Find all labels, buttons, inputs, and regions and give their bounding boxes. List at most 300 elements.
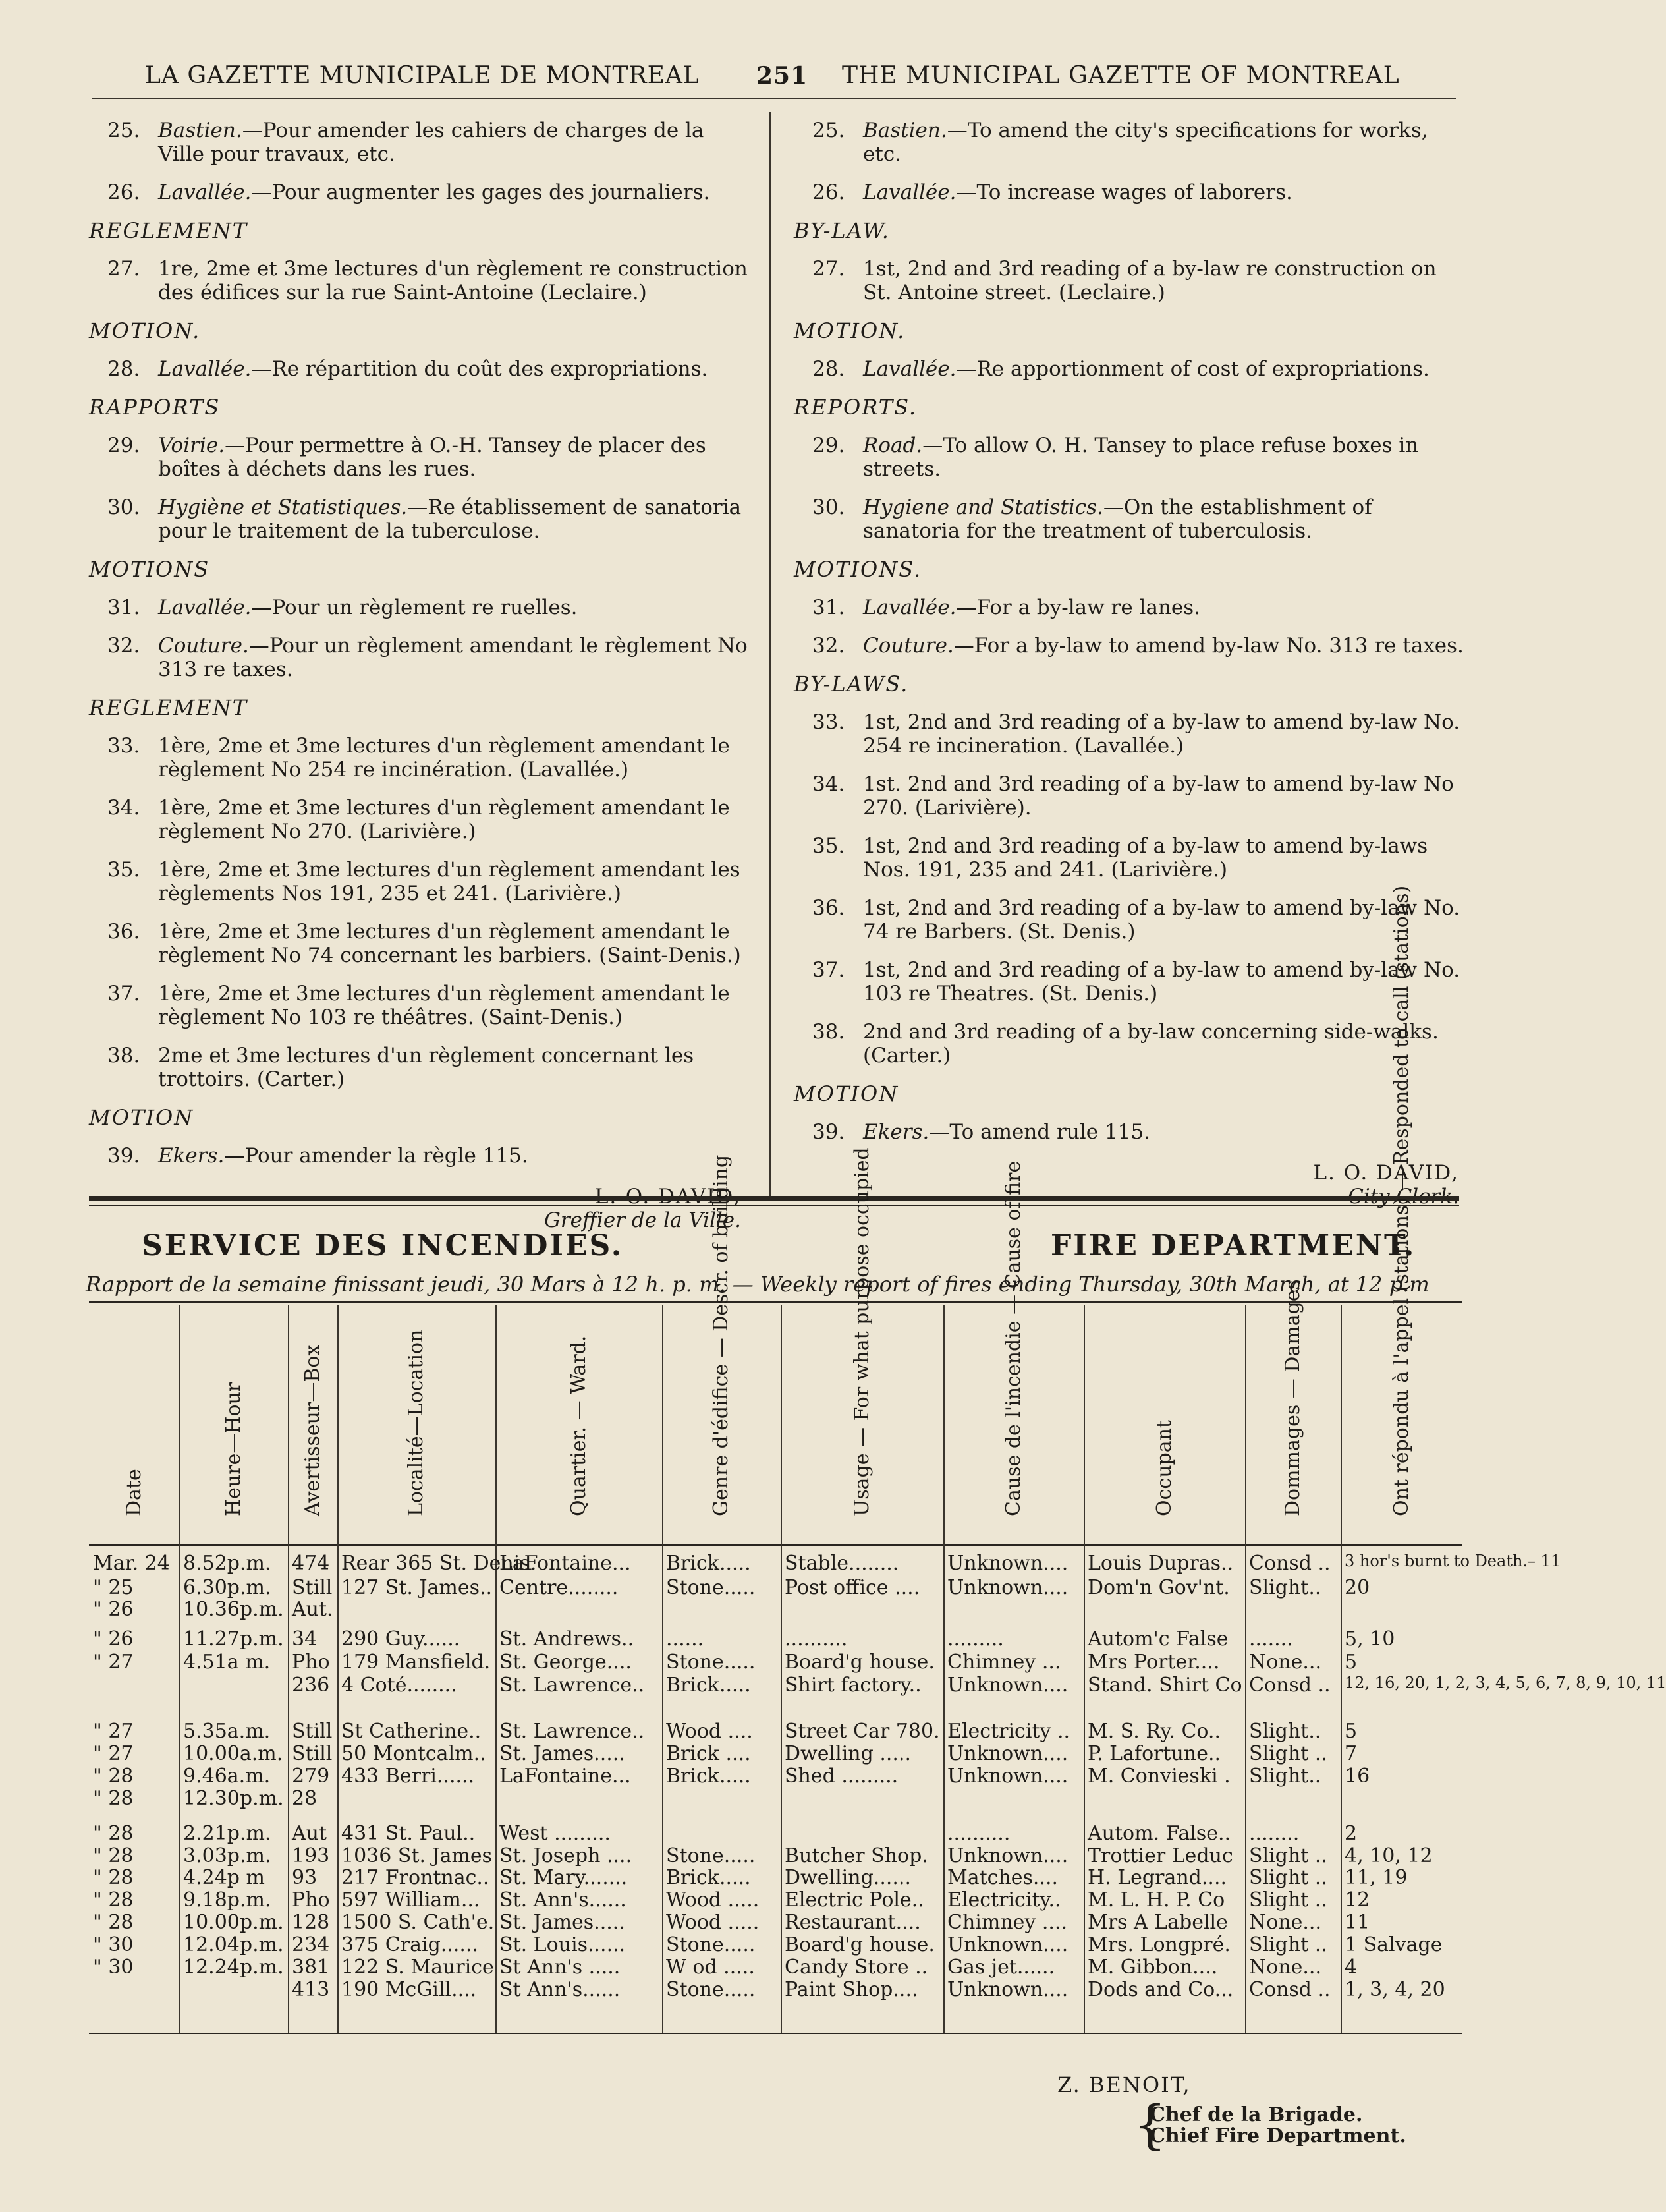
table-cell: Slight .. [1249,1844,1327,1867]
table-cell: Stone..... [666,1978,756,2001]
agenda-item [82,634,748,681]
table-cell: 20 [1345,1576,1370,1599]
agenda-item [82,982,748,1029]
item-name: Ekers. [863,1120,930,1144]
agenda-item [787,772,1466,820]
fire-title-french: SERVICE DES INCENDIES. [142,1229,624,1262]
table-header-label: Ont répondu à l'appel (stations) — Responded to call (stations) [1389,885,1413,1516]
item-text: —To amend rule 115. [929,1120,1150,1144]
table-cell: None... [1249,1956,1321,1979]
section-heading: BY-LAWS. [794,671,909,696]
table-cell: Dods and Co... [1088,1978,1234,2001]
table-cell: 1500 S. Cath'e. [341,1911,495,1934]
table-cell: 1036 St. James [341,1844,493,1867]
item-number: 38. [812,1020,845,1044]
table-cell: M. L. H. P. Co [1088,1888,1225,1912]
item-text: 1ère, 2me et 3me lectures d'un règlement amendant le règlement No 103 re théâtres. (Saint-Denis.) [158,982,730,1029]
table-cell: Gas jet...... [947,1956,1055,1979]
table-header-label: Quartier. — Ward. [567,1335,590,1516]
table-header-cell [337,1308,495,1539]
agenda-item [787,119,1466,166]
clerk-title: Greffier de la Ville. [544,1208,741,1232]
clerk-signature [82,1185,748,1232]
item-name: Lavallée. [158,357,252,381]
table-cell: Brick..... [666,1765,751,1788]
table-cell: M. Gibbon.... [1088,1956,1218,1979]
header-right-title: THE MUNICIPAL GAZETTE OF MONTREAL [842,62,1400,89]
table-cell: Unknown.... [947,1674,1069,1697]
table-cell: Pho [292,1651,330,1674]
item-number: 25. [107,119,140,142]
table-cell: " 28 [93,1765,134,1788]
table-cell: 12.30p.m. [183,1787,284,1810]
table-cell: Mrs A Labelle [1088,1911,1228,1934]
table-cell: Dwelling...... [785,1866,912,1889]
item-number: 37. [812,958,845,982]
table-cell: 9.46a.m. [183,1765,271,1788]
item-text: —To allow O. H. Tansey to place refuse boxes in streets. [863,434,1419,481]
table-top-rule [89,1301,1462,1303]
item-name: Hygiène et Statistiques. [158,496,408,519]
item-text: 1re, 2me et 3me lectures d'un règlement re construction des édifices sur la rue Saint-Antoine (Leclaire.) [158,257,748,304]
table-cell: 12.04p.m. [183,1933,284,1956]
table-cell: Aut. [292,1598,333,1621]
table-cell: Wood .... [666,1720,753,1743]
table-cell: Consd .. [1249,1978,1331,2001]
table-cell: None... [1249,1651,1321,1674]
table-cell: Unknown.... [947,1933,1069,1956]
table-header-cell [89,1308,179,1539]
table-cell: Slight.. [1249,1720,1321,1743]
item-text: —For a by-law to amend by-law No. 313 re taxes. [953,634,1464,658]
table-cell: 234 [292,1933,330,1956]
table-header-label: Dommages — Damages [1281,1280,1304,1516]
item-number: 28. [107,357,140,381]
item-number: 35. [107,858,140,882]
item-name: Lavallée. [158,181,252,204]
table-cell: 128 [292,1911,330,1934]
table-cell: 2 [1345,1822,1358,1845]
item-text: —Pour amender les cahiers de charges de la Ville pour travaux, etc. [158,119,704,166]
table-cell: ....... [1249,1628,1293,1651]
table-header-label: Heure—Hour [221,1382,245,1516]
table-header-label: Occupant [1152,1420,1176,1516]
table-cell: 3 hor's burnt to Death.– 11 [1345,1552,1561,1570]
item-number: 35. [812,834,845,858]
agenda-item [787,1020,1466,1067]
table-cell: 190 McGill.... [341,1978,477,2001]
table-cell: 4.51a m. [183,1651,271,1674]
item-number: 33. [107,734,140,758]
table-cell: Brick..... [666,1674,751,1697]
table-cell: Unknown.... [947,1576,1069,1599]
table-cell: 381 [292,1956,330,1979]
table-cell: Paint Shop.... [785,1978,918,2001]
table-cell: Mrs Porter.... [1088,1651,1220,1674]
item-text: —Re établissement de sanatoria pour le traitement de la tuberculose. [158,496,742,543]
table-cell: Slight.. [1249,1765,1321,1788]
table-cell: 5 [1345,1720,1358,1743]
table-cell: St. George.... [499,1651,632,1674]
item-text: —Re répartition du coût des expropriations. [251,357,708,381]
header-left-title: LA GAZETTE MUNICIPALE DE MONTREAL [145,62,700,89]
agenda-item [82,181,748,204]
item-number: 38. [107,1044,140,1067]
item-number: 25. [812,119,845,142]
agenda-item [787,710,1466,758]
table-header-cell [662,1154,781,1539]
table-header-label: Cause de l'incendie — Cause of fire [1001,1160,1025,1516]
table-cell: Stone..... [666,1844,756,1867]
table-cell: 4 Coté........ [341,1674,457,1697]
table-cell: 16 [1345,1765,1370,1788]
agenda-item [787,434,1466,481]
item-name: Bastien. [158,119,242,142]
table-cell: 431 St. Paul.. [341,1822,476,1845]
section-heading: REPORTS. [794,395,918,420]
table-cell: Aut [292,1822,327,1845]
table-header-cell [1245,1280,1341,1539]
item-text: —Pour augmenter les gages des journaliers. [251,181,710,204]
table-cell: " 30 [93,1956,134,1979]
table-cell: 375 Craig...... [341,1933,478,1956]
section-heading: MOTIONS [89,557,210,582]
agenda-item [82,796,748,843]
table-cell: " 26 [93,1598,134,1621]
table-cell: St. James..... [499,1742,625,1765]
item-text: 1ère, 2me et 3me lectures d'un règlement amendant le règlement No 254 re incinération. (Lavallée.) [158,734,730,781]
table-cell: 12 [1345,1888,1370,1912]
table-cell: Wood ..... [666,1911,760,1934]
item-number: 34. [812,772,845,796]
item-number: 39. [107,1144,140,1168]
item-number: 29. [812,434,845,457]
table-cell: Slight.. [1249,1576,1321,1599]
item-number: 28. [812,357,845,381]
table-cell: 50 Montcalm.. [341,1742,486,1765]
table-cell: Slight .. [1249,1933,1327,1956]
table-cell: Stand. Shirt Co [1088,1674,1242,1697]
agenda-item [82,858,748,905]
section-heading: MOTION [794,1081,899,1106]
agenda-item [82,734,748,781]
table-cell: Unknown.... [947,1978,1069,2001]
chef-title-french: Chef de la Brigade. [1150,2103,1363,2126]
item-name: Lavallée. [158,596,252,619]
agenda-item [82,257,748,304]
table-header-rule [89,1544,1462,1546]
item-text: 1st, 2nd and 3rd reading of a by-law to amend by-laws Nos. 191, 235 and 241. (Larivière.) [863,834,1428,882]
item-name: Ekers. [158,1144,225,1168]
table-cell: Autom'c False [1088,1628,1229,1651]
table-cell: St. Ann's...... [499,1888,626,1912]
table-cell: Stone..... [666,1651,756,1674]
agenda-item [82,357,748,381]
fire-title-english: FIRE DEPARTMENT. [1051,1229,1416,1262]
table-cell: " 30 [93,1933,134,1956]
table-cell: 11, 19 [1345,1866,1408,1889]
item-number: 26. [107,181,140,204]
agenda-item [787,634,1466,658]
table-cell: 433 Berri...... [341,1765,475,1788]
section-heading: REGLEMENT [89,218,248,243]
table-header-label: Date [122,1469,146,1516]
table-cell: 279 [292,1765,330,1788]
agenda-item [787,596,1466,619]
table-cell: Stone..... [666,1933,756,1956]
table-cell: Slight .. [1249,1888,1327,1912]
section-heading: MOTION. [794,318,906,343]
agenda-item [82,1044,748,1091]
table-cell: 597 William... [341,1888,480,1912]
item-text: 2nd and 3rd reading of a by-law concerning side-walks. (Carter.) [863,1020,1439,1067]
item-number: 33. [812,710,845,734]
item-text: 1ère, 2me et 3me lectures d'un règlement amendant le règlement No 270. (Larivière.) [158,796,730,843]
item-text: —Re apportionment of cost of expropriations. [956,357,1430,381]
table-cell: Brick .... [666,1742,751,1765]
fire-chief-signature: Z. BENOIT, [1057,2072,1191,2097]
table-cell: " 28 [93,1787,134,1810]
section-heading: RAPPORTS [89,395,221,420]
table-cell: 4 [1345,1956,1358,1979]
table-header-label: Usage — For what purpose occupied [850,1147,874,1516]
table-cell: Slight .. [1249,1866,1327,1889]
table-cell: 93 [292,1866,318,1889]
table-cell: LaFontaine... [499,1552,631,1575]
table-cell: 2.21p.m. [183,1822,271,1845]
table-cell: 7 [1345,1742,1358,1765]
fire-report-subtitle: Rapport de la semaine finissant jeudi, 30 Mars à 12 h. p. m. — Weekly report of fires ending Thursday, 30th March, at 12 p.m [86,1272,1430,1297]
table-cell: Consd .. [1249,1552,1331,1575]
item-name: Hygiene and Statistics. [863,496,1103,519]
table-cell: 10.36p.m. [183,1598,284,1621]
table-cell: None... [1249,1911,1321,1934]
column-divider [769,112,771,1199]
table-cell: St Ann's ..... [499,1956,621,1979]
table-cell: Dwelling ..... [785,1742,912,1765]
section-heading: MOTION [89,1105,194,1130]
agenda-item [787,357,1466,381]
item-text: 1st, 2nd and 3rd reading of a by-law to amend by-law No. 103 re Theatres. (St. Denis.) [863,958,1460,1006]
table-cell: Louis Dupras.. [1088,1552,1234,1575]
section-heading: REGLEMENT [89,695,248,720]
table-cell: 1 Salvage [1345,1933,1443,1956]
table-header-cell [179,1308,288,1539]
agenda-item [82,496,748,543]
table-cell: St Ann's...... [499,1978,621,2001]
agenda-item [82,434,748,481]
table-cell: St Catherine.. [341,1720,482,1743]
table-cell: 127 St. James.. [341,1576,493,1599]
table-cell: 12, 16, 20, 1, 2, 3, 4, 5, 6, 7, 8, 9, 10, 11 [1345,1674,1666,1692]
chef-title-english: Chief Fire Department. [1150,2124,1406,2147]
agenda-item [787,958,1466,1006]
table-cell: 6.30p.m. [183,1576,271,1599]
table-cell: 217 Frontnac.. [341,1866,489,1889]
table-cell: 12.24p.m. [183,1956,284,1979]
table-cell: M. S. Ry. Co.. [1088,1720,1221,1743]
item-number: 36. [812,896,845,920]
table-cell: Mrs. Longpré. [1088,1933,1231,1956]
table-cell: Still [292,1720,333,1743]
agenda-item [787,834,1466,882]
table-cell: H. Legrand.... [1088,1866,1227,1889]
table-cell: .......... [947,1822,1011,1845]
item-text: —For a by-law re lanes. [956,596,1201,619]
table-cell: 10.00a.m. [183,1742,283,1765]
table-cell: .......... [785,1628,848,1651]
item-text: —Pour un règlement amendant le règlement No 313 re taxes. [158,634,748,681]
table-cell: 474 [292,1552,330,1575]
table-cell: 1, 3, 4, 20 [1345,1978,1445,2001]
table-cell: Stone..... [666,1576,756,1599]
table-cell: ......... [947,1628,1004,1651]
section-heading: MOTIONS. [794,557,922,582]
table-cell: " 28 [93,1844,134,1867]
agenda-item [82,920,748,967]
table-cell: St. Lawrence.. [499,1720,645,1743]
item-number: 32. [812,634,845,658]
item-number: 32. [107,634,140,658]
table-cell: Wood ..... [666,1888,760,1912]
table-cell: Brick..... [666,1552,751,1575]
table-cell: West ......... [499,1822,611,1845]
item-number: 31. [812,596,845,619]
table-bottom-rule [89,2033,1462,2034]
item-text: 1st, 2nd and 3rd reading of a by-law to amend by-law No. 254 re incineration. (Lavallée.) [863,710,1460,758]
table-cell: Dom'n Gov'nt. [1088,1576,1230,1599]
table-cell: " 28 [93,1888,134,1912]
table-cell: Board'g house. [785,1933,935,1956]
item-number: 27. [107,257,140,281]
table-cell: " 27 [93,1742,134,1765]
item-text: —Pour un règlement re ruelles. [251,596,578,619]
table-cell: St. Joseph .... [499,1844,632,1867]
table-cell: St. Lawrence.. [499,1674,645,1697]
item-name: Couture. [158,634,249,658]
section-rule-thin [89,1205,1459,1206]
table-cell: " 25 [93,1576,134,1599]
table-cell: " 26 [93,1628,134,1651]
table-header-cell [781,1147,943,1539]
table-cell: Pho [292,1888,330,1912]
table-cell: Post office .... [785,1576,920,1599]
table-cell: Board'g house. [785,1651,935,1674]
table-cell: St. Mary....... [499,1866,628,1889]
table-cell: 5.35a.m. [183,1720,271,1743]
table-cell: 236 [292,1674,330,1697]
table-cell: Unknown.... [947,1765,1069,1788]
agenda-item [787,1120,1466,1144]
table-cell: 122 S. Maurice [341,1956,494,1979]
item-name: Road. [863,434,923,457]
item-number: 26. [812,181,845,204]
table-cell: 8.52p.m. [183,1552,271,1575]
table-cell: Unknown.... [947,1844,1069,1867]
table-cell: Unknown.... [947,1742,1069,1765]
table-cell: Restaurant.... [785,1911,921,1934]
table-cell: Chimney ... [947,1651,1061,1674]
item-text: —To amend the city's specifications for works, etc. [863,119,1428,166]
table-cell: Shirt factory.. [785,1674,922,1697]
item-text: —On the establishment of sanatoria for the treatment of tuberculosis. [863,496,1372,543]
brace-mark: { [1133,2094,1167,2155]
table-cell: " 28 [93,1866,134,1889]
table-cell: Trottier Leduc [1088,1844,1233,1867]
item-name: Voirie. [158,434,225,457]
table-cell: 28 [292,1787,318,1810]
french-agenda-column [82,119,748,1232]
table-cell: ...... [666,1628,704,1651]
item-text: —To increase wages of laborers. [956,181,1292,204]
table-cell: Consd .. [1249,1674,1331,1697]
section-heading: MOTION. [89,318,201,343]
table-cell: 11.27p.m. [183,1628,284,1651]
table-cell: St. James..... [499,1911,625,1934]
item-name: Lavallée. [863,596,957,619]
item-name: Lavallée. [863,181,957,204]
table-header-label: Localité—Location [404,1329,428,1516]
table-cell: LaFontaine... [499,1765,631,1788]
table-cell: Still [292,1576,333,1599]
table-cell: St. Andrews.. [499,1628,634,1651]
table-cell: 11 [1345,1911,1370,1934]
item-number: 30. [107,496,140,519]
table-cell: Street Car 780. [785,1720,940,1743]
table-header-label: Avertisseur—Box [300,1344,324,1516]
item-name: Bastien. [863,119,947,142]
table-cell: 4, 10, 12 [1345,1844,1433,1867]
table-cell: Unknown.... [947,1552,1069,1575]
table-cell: Centre........ [499,1576,619,1599]
table-cell: Brick..... [666,1866,751,1889]
table-cell: 34 [292,1628,318,1651]
agenda-item [787,257,1466,304]
header-rule [92,98,1456,99]
item-number: 36. [107,920,140,944]
table-header-cell [943,1160,1084,1539]
item-number: 31. [107,596,140,619]
table-cell: Still [292,1742,333,1765]
item-name: Couture. [863,634,954,658]
item-text: —Pour amender la règle 115. [224,1144,528,1168]
agenda-item [82,119,748,166]
table-cell: 290 Guy...... [341,1628,460,1651]
table-cell: W od ..... [666,1956,755,1979]
table-cell: 3.03p.m. [183,1844,271,1867]
table-cell: 4.24p m [183,1866,265,1889]
table-cell: 413 [292,1978,330,2001]
table-cell: Matches.... [947,1866,1059,1889]
english-agenda-column [787,119,1466,1208]
table-header-label: Genre d'édifice — Descr. of building [709,1154,733,1516]
table-header-cell [1084,1308,1245,1539]
table-cell: 5, 10 [1345,1628,1395,1651]
agenda-item [787,181,1466,204]
item-number: 39. [812,1120,845,1144]
item-text: 1st. 2nd and 3rd reading of a by-law to amend by-law No 270. (Larivière). [863,772,1454,820]
table-cell: P. Lafortune.. [1088,1742,1221,1765]
table-cell: 193 [292,1844,330,1867]
table-cell: " 27 [93,1720,134,1743]
table-cell: ........ [1249,1822,1300,1845]
item-number: 27. [812,257,845,281]
item-number: 30. [812,496,845,519]
agenda-item [787,496,1466,543]
item-text: 1ère, 2me et 3me lectures d'un règlement amendant le règlement No 74 concernant les barbiers. (Saint-Denis.) [158,920,741,967]
item-text: 2me et 3me lectures d'un règlement concernant les trottoirs. (Carter.) [158,1044,694,1091]
agenda-item [787,896,1466,944]
